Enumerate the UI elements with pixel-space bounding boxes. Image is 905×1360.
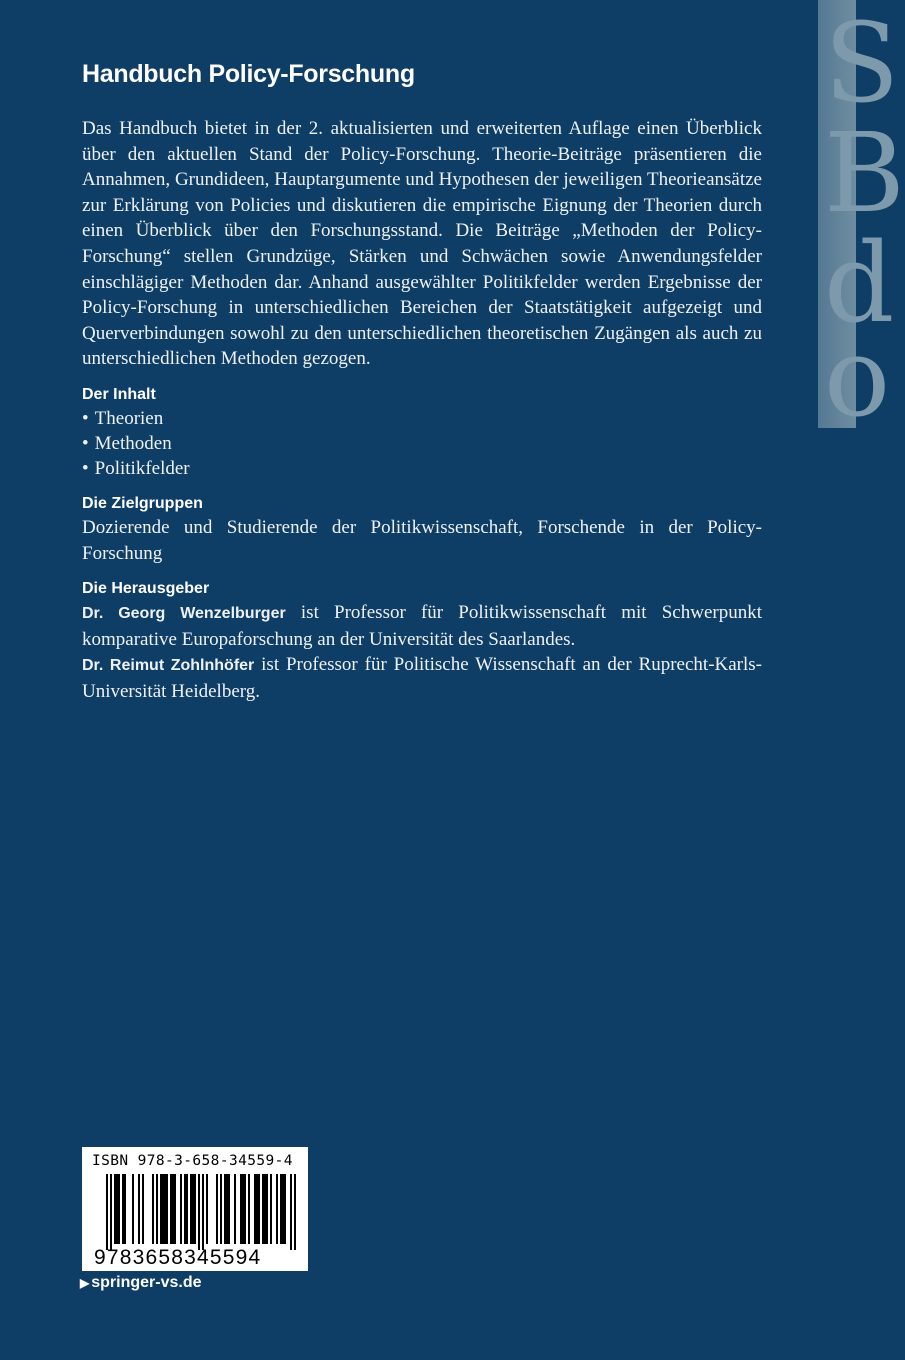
editor-name: Dr. Georg Wenzelburger — [82, 605, 286, 623]
publisher-url: springer-vs.de — [91, 1274, 202, 1291]
list-item-label: Theorien — [94, 407, 164, 429]
back-cover-content — [82, 116, 762, 705]
cover-art-glyph: B — [824, 109, 905, 237]
bullet-icon: • — [82, 407, 89, 429]
bullet-icon: • — [82, 432, 89, 454]
list-item — [82, 406, 762, 431]
barcode-bar — [138, 1174, 140, 1244]
barcode-bar — [206, 1174, 208, 1244]
barcode-bar — [190, 1174, 196, 1244]
barcode-bar — [170, 1174, 176, 1244]
list-item — [82, 456, 762, 481]
barcode-bar — [280, 1174, 286, 1244]
editors-section — [82, 578, 762, 704]
cover-art-glyph: d — [824, 219, 895, 347]
barcode-bar — [216, 1174, 218, 1244]
editor-name: Dr. Reimut Zohlnhöfer — [82, 657, 255, 675]
cover-art-glyph: o — [824, 313, 891, 441]
barcode-bar — [234, 1174, 236, 1244]
barcode-bar — [220, 1174, 222, 1244]
barcode-bar — [198, 1174, 200, 1250]
barcode-bar — [270, 1174, 272, 1244]
barcode-bar — [122, 1174, 126, 1244]
list-item-label: Politikfelder — [94, 457, 190, 479]
publisher-link[interactable] — [80, 1274, 202, 1292]
barcode-bar — [276, 1174, 278, 1244]
barcode-bar — [294, 1174, 296, 1250]
ean-digits: 9783658345594 — [94, 1246, 262, 1269]
barcode-bar — [262, 1174, 268, 1244]
bullet-icon: • — [82, 457, 89, 479]
barcode-bar — [132, 1174, 134, 1244]
barcode-bar — [290, 1174, 292, 1250]
contents-section — [82, 384, 762, 481]
editor-bio — [82, 652, 762, 704]
list-item-label: Methoden — [94, 432, 172, 454]
audience-heading: Die Zielgruppen — [82, 494, 203, 512]
editor-bio — [82, 600, 762, 652]
barcode-bar — [152, 1174, 154, 1244]
barcode-bar — [160, 1174, 168, 1244]
arrow-right-icon: ▶ — [80, 1276, 90, 1290]
cover-art-glyph: S — [824, 0, 900, 127]
barcode-bar — [248, 1174, 250, 1244]
barcode-bar — [142, 1174, 144, 1244]
barcode-bar — [180, 1174, 182, 1244]
barcode-bar — [240, 1174, 246, 1244]
contents-heading: Der Inhalt — [82, 385, 156, 403]
barcode-bar — [110, 1174, 112, 1250]
list-item — [82, 431, 762, 456]
book-description: Das Handbuch bietet in der 2. aktualisierten und erweiterten Auflage einen Überblick über den aktuellen Stand der Policy-Forschung. Theorie-Beiträge präsentieren die Annahmen, Grundideen, Hauptargumente und Hypothesen der jeweiligen Theorieansätze zur Erklärung von Policies und diskutieren die empirische Eignung der Theorien durch einen Überblick über den Forschungsstand. Die Beiträge „Methoden der Policy-Forschung“ stellen Grundzüge, Stärken und Schwächen sowie Anwendungsfelder einschlägiger Methoden dar. Anhand ausgewählter Politikfelder werden Ergebnisse der Policy-Forschung in unterschiedlichen Bereichen der Staatstätigkeit aufgezeigt und Querverbindungen sowohl zu den unterschiedlichen theoretischen Zugängen als auch zu unterschiedlichen Methoden gezogen. — [82, 118, 762, 370]
barcode-bar — [202, 1174, 204, 1250]
barcode-bar — [114, 1174, 120, 1244]
audience-section — [82, 493, 762, 566]
contents-list — [82, 406, 762, 481]
isbn-barcode — [82, 1147, 308, 1271]
barcode-bar — [156, 1174, 158, 1244]
editors-heading: Die Herausgeber — [82, 580, 210, 598]
isbn-label: ISBN 978-3-658-34559-4 — [92, 1153, 293, 1169]
editor-description: ist Professor für Politische Wissenschaft an der Ruprecht-Karls-Universität Heidelberg. — [82, 654, 762, 702]
audience-text: Dozierende und Studierende der Politikwissenschaft, Forschende in der Policy-Forschung — [82, 516, 762, 564]
editor-description: ist Professor für Politikwissenschaft mit Schwerpunkt komparative Europaforschung an der Universität des Saarlandes. — [82, 602, 763, 650]
barcode-bar — [224, 1174, 230, 1244]
cover-art-strip — [818, 0, 905, 441]
barcode-bar — [254, 1174, 260, 1244]
barcode-bar — [106, 1174, 108, 1250]
barcode-bar — [184, 1174, 188, 1244]
book-title: Handbuch Policy-Forschung — [82, 60, 415, 88]
